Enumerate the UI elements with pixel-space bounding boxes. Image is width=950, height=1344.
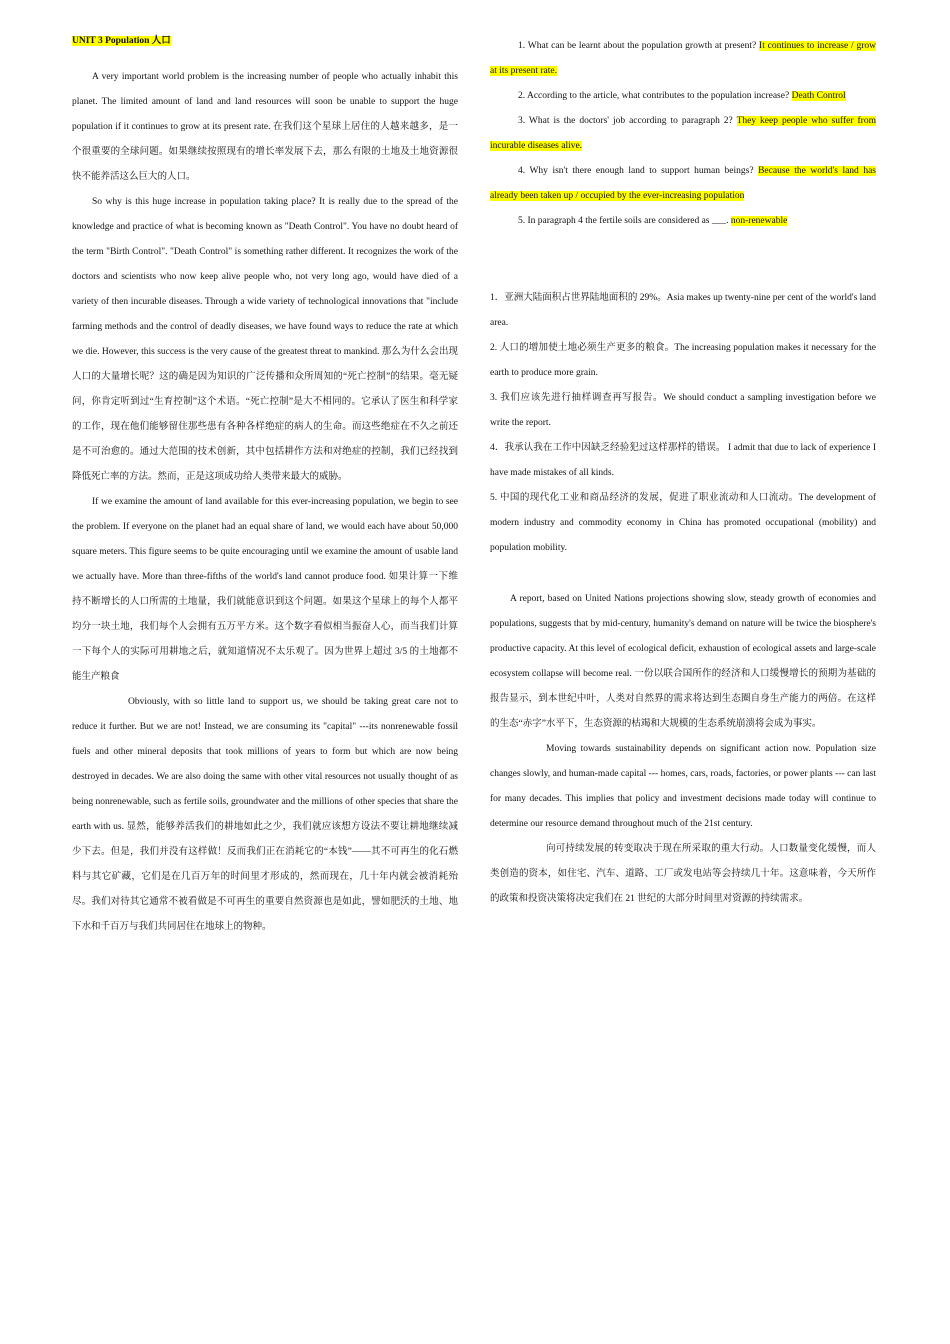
paragraph-4 xyxy=(72,690,458,940)
spacer xyxy=(490,234,876,286)
paragraph-2-en: So why is this huge increase in population taking place? It is really due to the spread of the knowledge and practice of what is becoming known as "Death Control". You have no doubt heard of the term "Birth Control". "Death Control" is something rather different. It recognizes the work of the doctors and scientists who now keep alive people who, not very long ago, would have died of a variety of then incurable diseases. Through a wide variety of technological innovations that "include farming methods and the control of deadly diseases, we have found ways to reduce the rate at which we die. However, this success is the very cause of the greatest threat to mankind. xyxy=(72,197,458,357)
answer-4: Because the world's land has already been taken up / occupied by the ever-increasing population xyxy=(490,166,876,201)
unit-title-text: UNIT 3 Population 人口 xyxy=(72,36,171,46)
question-list xyxy=(490,34,876,234)
answer-3: They keep people who suffer from incurable diseases alive. xyxy=(490,116,876,151)
paragraph-4-zh: 显然，能够养活我们的耕地如此之少，我们就应该想方设法不要让耕地继续减少下去。但是，我们并没有这样做！反而我们正在消耗它的“本钱”——其不可再生的化石燃料与其它矿藏，它们是在几百万年的时间里才形成的，然而现在，几十年内就会被消耗殆尽。我们对待其它通常不被看做是不可再生的重要自然资源也是如此，譬如肥沃的土地、地下水和千百万与我们共同居住在地球上的物种。 xyxy=(72,822,459,932)
right-column xyxy=(490,34,876,912)
question-4 xyxy=(490,159,876,209)
report-paragraph-2-zh: 向可持续发展的转变取决于现在所采取的重大行动。人口数量变化缓慢，而人类创造的资本，如住宅、汽车、道路、工厂或发电站等会持续几十年。这意味着，今天所作的政策和投资决策将决定我们在 21 世纪的大部分时间里对资源的持续需求。 xyxy=(490,844,876,904)
translation-list xyxy=(490,286,876,561)
paragraph-4-en: Obviously, with so little land to support us, we should be taking great care not to reduce it further. But we are not! Instead, we are consuming its "capital" ---its nonrenewable fossil fuels and other mineral deposits that took millions of years to form but which are now being destroyed in decades. We are also doing the same with other vital resources not usually thought of as being nonrenewable, such as fertile soils, groundwater and the millions of other species that share the earth with us. xyxy=(72,697,458,832)
unit-title xyxy=(72,34,458,48)
answer-1: It continues to increase / grow at its present rate. xyxy=(490,41,877,76)
paragraph-3 xyxy=(72,490,458,690)
question-5 xyxy=(490,209,876,234)
paragraph-2 xyxy=(72,190,458,490)
paragraph-3-zh: 如果计算一下维持不断增长的人口所需的土地量，我们就能意识到这个问题。如果这个星球上的每个人都平均分一块土地，我们每个人会拥有五万平方米。这个数字看似相当振奋人心，而当我们计算一下每个人的实际可用耕地之后，就知道情况不太乐观了。因为世界上超过 3/5 的土地都不能生产粮食 xyxy=(72,572,458,682)
question-2 xyxy=(490,84,876,109)
question-5-text: 5. In paragraph 4 the fertile soils are considered as ___. xyxy=(518,216,729,226)
translation-item: 1．亚洲大陆面积占世界陆地面积的 29%。Asia makes up twenty-nine per cent of the world's land area. xyxy=(490,293,876,328)
translation-item: 5. 中国的现代化工业和商品经济的发展，促进了职业流动和人口流动。The development of modern industry and commodity economy in China has promoted occupational (mobility) and population mobility. xyxy=(490,493,876,553)
translation-item: 3. 我们应该先进行抽样调查再写报告。We should conduct a sampling investigation before we write the report. xyxy=(490,393,876,428)
translation-item: 2. 人口的增加使土地必须生产更多的粮食。The increasing population makes it necessary for the earth to produce more grain. xyxy=(490,343,876,378)
report-paragraph-2-en: Moving towards sustainability depends on significant action now. Population size changes slowly, and human-made capital --- homes, cars, roads, factories, or power plants --- can last for many decades. This implies that policy and investment decisions made today will continue to determine our resource demand throughout much of the 21st century. xyxy=(490,744,876,829)
paragraph-3-en: If we examine the amount of land available for this ever-increasing population, we begin to see the problem. If everyone on the planet had an equal share of land, we would each have about 50,000 square meters. This figure seems to be quite encouraging until we examine the amount of usable land we actually have. More than three-fifths of the world's land cannot produce food. xyxy=(72,497,458,582)
translation-item: 4．我承认我在工作中因缺乏经验犯过这样那样的错误。 I admit that due to lack of experience I have made mistakes of all kinds. xyxy=(490,443,876,478)
paragraph-1 xyxy=(72,65,458,190)
paragraph-2-zh: 那么为什么会出现人口的大量增长呢？这的确是因为知识的广泛传播和众所周知的“死亡控制”的结果。毫无疑问，你肯定听到过“生育控制”这个术语。“死亡控制”是大不相同的。它承认了医生和科学家的工作，现在他们能够留住那些患有各种各样绝症的病人的生命。而这些绝症在不久之前还是不可治愈的。通过大范围的技术创新，其中包括耕作方法和对绝症的控制，我们已经找到降低死亡率的方法。然而，正是这项成功给人类带来最大的威胁。 xyxy=(72,347,458,482)
report-paragraph-1 xyxy=(490,587,876,737)
question-1-text: 1. What can be learnt about the population growth at present? xyxy=(518,41,757,51)
left-column xyxy=(72,34,458,940)
paragraph-1-en: A very important world problem is the increasing number of people who actually inhabit this planet. The limited amount of land and land resources will soon be unable to support the huge population if it continues to grow at its present rate. xyxy=(72,72,458,132)
question-4-text: 4. Why isn't there enough land to support human beings? xyxy=(518,166,754,176)
report-paragraph-1-zh: 一份以联合国所作的经济和人口缓慢增长的预期为基础的报告显示，到本世纪中叶，人类对自然界的需求将达到生态圈自身生产能力的两倍。在这样的生态“赤字”水平下，生态资源的枯竭和大规模的生态系统崩溃将会成为事实。 xyxy=(490,669,876,729)
answer-5: non-renewable xyxy=(730,216,788,226)
spacer xyxy=(490,561,876,587)
question-3 xyxy=(490,109,876,159)
answer-2: Death Control xyxy=(791,91,846,101)
paragraph-1-zh: 在我们这个星球上居住的人越来越多，是一个很重要的全球问题。如果继续按照现有的增长率发展下去，那么有限的土地及土地资源很快不能养活这么巨大的人口。 xyxy=(72,122,458,182)
question-1 xyxy=(490,34,876,84)
report-paragraph-1-en: A report, based on United Nations projections showing slow, steady growth of economies and populations, suggests that by mid-century, humanity's demand on nature will be twice the biosphere's productive capacity. At this level of ecological deficit, exhaustion of ecological assets and large-scale ecosystem collapse will become real. xyxy=(490,594,876,679)
question-3-text: 3. What is the doctors' job according to paragraph 2? xyxy=(518,116,733,126)
question-2-text: 2. According to the article, what contributes to the population increase? xyxy=(518,91,790,101)
